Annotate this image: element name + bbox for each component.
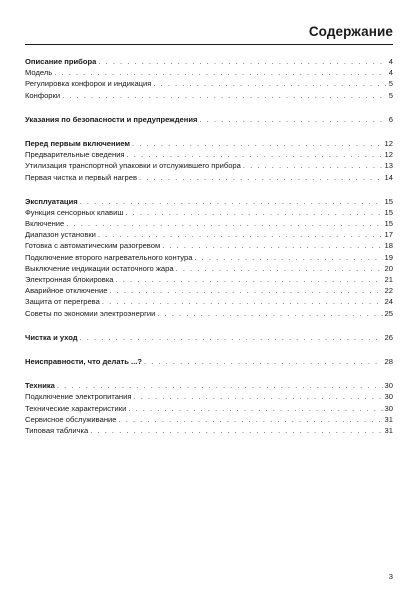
toc-entry[interactable]: [25, 274, 393, 285]
dot-leader: [144, 356, 383, 367]
dot-leader: [98, 56, 386, 67]
dot-leader: [176, 263, 383, 274]
dot-leader: [116, 274, 383, 285]
toc-entry-title: Советы по экономии электроэнергии: [25, 308, 156, 318]
toc-entry-page: 30: [384, 403, 393, 413]
dot-leader: [119, 414, 383, 425]
toc-entry-title: Защита от перегрева: [25, 297, 100, 307]
toc-entry[interactable]: [25, 285, 393, 296]
dot-leader: [139, 172, 383, 183]
toc-section-heading-page: 12: [384, 138, 393, 148]
toc-section-heading[interactable]: [25, 56, 393, 67]
toc-entry-page: 24: [384, 297, 393, 307]
toc-entry-title: Технические характеристики: [25, 403, 127, 413]
toc-entry-title: Диапазон установки: [25, 230, 96, 240]
toc-section-heading-title: Перед первым включением: [25, 138, 131, 148]
toc-entry-title: Типовая табличка: [25, 425, 89, 435]
toc-entry-title: Конфорки: [25, 90, 61, 100]
toc-entry[interactable]: [25, 172, 393, 183]
toc-section-heading-title: Описание прибора: [25, 57, 97, 66]
toc-section-heading[interactable]: [25, 380, 393, 391]
toc-entry[interactable]: [25, 308, 393, 319]
dot-leader: [62, 90, 387, 101]
dot-leader: [54, 67, 387, 78]
toc-section-heading-page: 6: [388, 114, 393, 124]
toc-entry[interactable]: [25, 414, 393, 425]
toc-section-heading-title: Техника: [25, 381, 55, 391]
toc-entry-page: 4: [388, 68, 393, 78]
dot-leader: [109, 285, 382, 296]
dot-leader: [243, 160, 383, 171]
toc-entry-page: 15: [384, 219, 393, 229]
toc-entry[interactable]: [25, 67, 393, 78]
toc-section-heading-page: 30: [384, 381, 393, 391]
toc-section-heading-title: Эксплуатация: [25, 196, 78, 206]
dot-leader: [127, 149, 383, 160]
toc-section: [25, 56, 393, 101]
toc-entry[interactable]: [25, 207, 393, 218]
toc-section-heading-page: 28: [384, 356, 393, 366]
toc-entry-page: 21: [384, 275, 393, 284]
toc-section-heading[interactable]: [25, 138, 393, 149]
toc-entry[interactable]: [25, 78, 393, 89]
toc-entry[interactable]: [25, 296, 393, 307]
toc-entry-title: Первая чистка и первый нагрев: [25, 172, 138, 182]
toc-entry[interactable]: [25, 229, 393, 240]
toc-entry[interactable]: [25, 425, 393, 436]
toc-entry[interactable]: [25, 391, 393, 402]
dot-leader: [128, 403, 382, 414]
toc-entry-page: 20: [384, 263, 393, 273]
toc-entry-page: 5: [388, 79, 393, 89]
toc-entry-title: Электронная блокировка: [25, 275, 114, 284]
toc-entry-title: Включение: [25, 219, 65, 229]
toc-section-heading[interactable]: [25, 196, 393, 207]
dot-leader: [80, 196, 383, 207]
toc-section: [25, 138, 393, 183]
toc-section: [25, 114, 393, 125]
toc-entry-title: Подключение электропитания: [25, 392, 132, 402]
toc-section-heading[interactable]: [25, 114, 393, 125]
toc-entry-page: 19: [384, 252, 393, 262]
toc-entry-title: Сервисное обслуживание: [25, 414, 117, 424]
toc-entry[interactable]: [25, 252, 393, 263]
toc-section-heading-page: 26: [384, 332, 393, 342]
toc-entry-page: 17: [384, 230, 393, 240]
toc-entry-page: 31: [384, 425, 393, 435]
toc-entry-page: 5: [388, 90, 393, 100]
toc-entry[interactable]: [25, 149, 393, 160]
table-of-contents: [25, 56, 393, 449]
toc-section-heading-title: Неисправности, что делать ...?: [25, 356, 143, 366]
toc-section: [25, 196, 393, 319]
toc-section-heading-page: 4: [388, 57, 393, 66]
toc-entry-page: 31: [384, 414, 393, 424]
toc-section: [25, 356, 393, 367]
dot-leader: [57, 380, 383, 391]
toc-entry-title: Функция сенсорных клавиш: [25, 207, 124, 217]
toc-entry-page: 14: [384, 172, 393, 182]
dot-leader: [66, 218, 382, 229]
toc-section-heading[interactable]: [25, 332, 393, 343]
dot-leader: [125, 207, 382, 218]
page-title: Содержание: [308, 24, 393, 39]
toc-entry-title: Предварительные сведения: [25, 150, 125, 160]
toc-section: [25, 380, 393, 436]
dot-leader: [102, 296, 383, 307]
toc-entry-page: 30: [384, 392, 393, 402]
toc-entry-title: Регулировка конфорок и индикация: [25, 79, 152, 89]
toc-entry-page: 15: [384, 207, 393, 217]
toc-entry[interactable]: [25, 403, 393, 414]
dot-leader: [132, 138, 383, 149]
toc-entry-page: 13: [384, 161, 393, 171]
toc-entry-title: Модель: [25, 68, 53, 78]
toc-section: [25, 332, 393, 343]
toc-section-heading-title: Чистка и уход: [25, 332, 78, 342]
toc-entry-title: Выключение индикации остаточного жара: [25, 263, 174, 273]
toc-entry-page: 18: [384, 241, 393, 251]
toc-entry-page: 25: [384, 308, 393, 318]
toc-entry[interactable]: [25, 240, 393, 251]
page-number: 3: [388, 572, 393, 581]
toc-entry[interactable]: [25, 90, 393, 101]
toc-entry-title: Аварийное отключение: [25, 286, 108, 296]
toc-entry-title: Утилизация транспортной упаковки и отслужившего прибора: [25, 161, 241, 171]
toc-section-heading-title: Указания по безопасности и предупреждения: [25, 114, 198, 124]
dot-leader: [162, 240, 382, 251]
toc-entry-title: Готовка с автоматическим разогревом: [25, 241, 161, 251]
dot-leader: [98, 229, 383, 240]
dot-leader: [199, 114, 386, 125]
toc-entry[interactable]: [25, 218, 393, 229]
toc-entry-title: Подключение второго нагревательного контура: [25, 252, 193, 262]
toc-entry-page: 22: [384, 286, 393, 296]
toc-entry[interactable]: [25, 160, 393, 171]
dot-leader: [133, 391, 382, 402]
dot-leader: [157, 308, 382, 319]
toc-section-heading[interactable]: [25, 356, 393, 367]
title-rule: [25, 44, 393, 45]
dot-leader: [153, 78, 386, 89]
dot-leader: [194, 252, 382, 263]
toc-entry[interactable]: [25, 263, 393, 274]
dot-leader: [80, 332, 383, 343]
dot-leader: [90, 425, 382, 436]
toc-entry-page: 12: [384, 150, 393, 160]
toc-section-heading-page: 15: [384, 196, 393, 206]
